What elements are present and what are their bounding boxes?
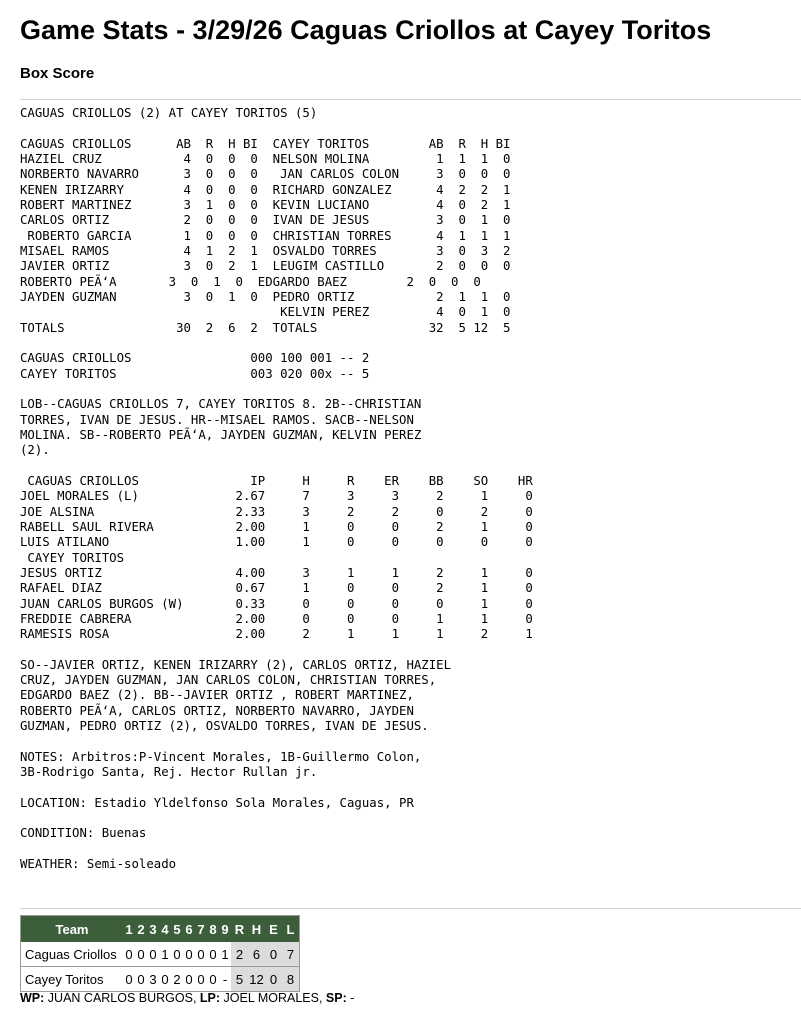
box-score-line: MISAEL RAMOS 4 1 2 1 OSVALDO TORRES 3 0 3 2 <box>20 243 511 258</box>
inning-score: 0 <box>183 967 195 992</box>
box-score-line: MOLINA. SB--ROBERTO PEÃ‘A, JAYDEN GUZMAN, KELVIN PEREZ <box>20 427 422 442</box>
hits-total: 12 <box>248 967 265 992</box>
winning-pitcher: JUAN CARLOS BURGOS <box>47 991 193 1005</box>
box-score-line: ROBERTO GARCIA 1 0 0 0 CHRISTIAN TORRES 4 1 1 1 <box>20 228 511 243</box>
box-score-line: ROBERTO PEÃ‘A, CARLOS ORTIZ, NORBERTO NAVARRO, JAYDEN <box>20 703 414 718</box>
box-score-line: CONDITION: Buenas <box>20 826 147 841</box>
inning-score: 0 <box>195 967 207 992</box>
lob-total: 7 <box>282 942 300 967</box>
line-score-header-row <box>21 916 300 943</box>
box-score-line: LOB--CAGUAS CRIOLLOS 7, CAYEY TORITOS 8. 2B--CHRISTIAN <box>20 397 422 412</box>
box-score-line: RAFAEL DIAZ 0.67 1 0 0 2 1 0 <box>20 581 533 596</box>
header-lob: L <box>282 916 300 943</box>
header-team: Team <box>21 916 124 943</box>
box-score-line: WEATHER: Semi-soleado <box>20 857 177 872</box>
box-score-text <box>20 106 533 872</box>
box-score-line: GUZMAN, PEDRO ORTIZ (2), OSVALDO TORRES, IVAN DE JESUS. <box>20 719 429 734</box>
inning-score: 0 <box>123 942 135 967</box>
box-score-line: JESUS ORTIZ 4.00 3 1 1 2 1 0 <box>20 565 533 580</box>
inning-score: 0 <box>135 967 147 992</box>
box-score-line: CAGUAS CRIOLLOS IP H R ER BB SO HR <box>20 473 533 488</box>
box-score-line: TORRES, IVAN DE JESUS. HR--MISAEL RAMOS. SACB--NELSON <box>20 412 414 427</box>
box-score-line: RABELL SAUL RIVERA 2.00 1 0 0 2 1 0 <box>20 519 533 534</box>
errors-total: 0 <box>265 967 282 992</box>
line-score-row-away <box>21 942 300 967</box>
inning-score: 1 <box>159 942 171 967</box>
sp-label: SP: <box>325 991 347 1005</box>
box-score-line: CAGUAS CRIOLLOS AB R H BI CAYEY TORITOS AB R H BI <box>20 136 511 151</box>
header-inning-3: 3 <box>147 916 159 943</box>
box-score-line: TOTALS 30 2 6 2 TOTALS 32 5 12 5 <box>20 320 511 335</box>
wp-label: WP: <box>20 991 45 1005</box>
box-score-line: LOCATION: Estadio Yldelfonso Sola Morales, Caguas, PR <box>20 795 414 810</box>
box-score-line: NORBERTO NAVARRO 3 0 0 0 JAN CARLOS COLON 3 0 0 0 <box>20 167 511 182</box>
save-pitcher: - <box>350 991 355 1005</box>
inning-score: 0 <box>171 942 183 967</box>
box-score-line: CAGUAS CRIOLLOS (2) AT CAYEY TORITOS (5) <box>20 106 318 120</box>
divider <box>20 99 801 100</box>
inning-score: 0 <box>135 942 147 967</box>
team-name: Cayey Toritos <box>21 967 124 992</box>
box-score-line: CARLOS ORTIZ 2 0 0 0 IVAN DE JESUS 3 0 1 0 <box>20 213 511 228</box>
box-score-heading: Box Score <box>20 65 95 82</box>
box-score-line: CAYEY TORITOS <box>20 550 125 565</box>
header-inning-7: 7 <box>195 916 207 943</box>
header-inning-9: 9 <box>219 916 231 943</box>
inning-score: 2 <box>171 967 183 992</box>
box-score-line: KENEN IRIZARRY 4 0 0 0 RICHARD GONZALEZ 4 2 2 1 <box>20 182 511 197</box>
errors-total: 0 <box>265 942 282 967</box>
lp-label: LP: <box>199 991 221 1005</box>
box-score-line: JAYDEN GUZMAN 3 0 1 0 PEDRO ORTIZ 2 1 1 0 <box>20 289 511 304</box>
page-title: Game Stats - 3/29/26 Caguas Criollos at Cayey Toritos <box>20 15 712 45</box>
runs-total: 2 <box>231 942 248 967</box>
header-errors: E <box>265 916 282 943</box>
box-score-line: ROBERT MARTINEZ 3 1 0 0 KEVIN LUCIANO 4 0 2 1 <box>20 197 511 212</box>
inning-score: 0 <box>207 942 219 967</box>
box-score-line: NOTES: Arbitros:P-Vincent Morales, 1B-Guillermo Colon, <box>20 749 422 764</box>
inning-score: 3 <box>147 967 159 992</box>
header-runs: R <box>231 916 248 943</box>
box-score-line: 3B-Rodrigo Santa, Rej. Hector Rullan jr. <box>20 765 318 780</box>
box-score-line: LUIS ATILANO 1.00 1 0 0 0 0 0 <box>20 535 533 550</box>
line-score-row-home <box>21 967 300 992</box>
box-score-line: JAVIER ORTIZ 3 0 2 1 LEUGIM CASTILLO 2 0 0 0 <box>20 259 511 274</box>
box-score-line: (2). <box>20 443 50 458</box>
header-hits: H <box>248 916 265 943</box>
box-score-line: JOE ALSINA 2.33 3 2 2 0 2 0 <box>20 504 533 519</box>
line-score-table <box>20 915 300 992</box>
header-inning-5: 5 <box>171 916 183 943</box>
header-inning-4: 4 <box>159 916 171 943</box>
divider <box>20 908 801 909</box>
inning-score: 0 <box>195 942 207 967</box>
box-score-line: EDGARDO BAEZ (2). BB--JAVIER ORTIZ , ROBERT MARTINEZ, <box>20 688 414 703</box>
box-score-line: JOEL MORALES (L) 2.67 7 3 3 2 1 0 <box>20 489 533 504</box>
inning-score: 1 <box>219 942 231 967</box>
header-inning-8: 8 <box>207 916 219 943</box>
box-score-line: HAZIEL CRUZ 4 0 0 0 NELSON MOLINA 1 1 1 0 <box>20 151 511 166</box>
lob-total: 8 <box>282 967 300 992</box>
losing-pitcher: JOEL MORALES <box>223 991 319 1005</box>
box-score-line: CAYEY TORITOS 003 020 00x -- 5 <box>20 366 370 381</box>
header-inning-1: 1 <box>123 916 135 943</box>
box-score-line: CRUZ, JAYDEN GUZMAN, JAN CARLOS COLON, CHRISTIAN TORRES, <box>20 673 437 688</box>
box-score-line: ROBERTO PEÃ‘A 3 0 1 0 EDGARDO BAEZ 2 0 0 0 <box>20 274 481 289</box>
team-name: Caguas Criollos <box>21 942 124 967</box>
inning-score: 0 <box>159 967 171 992</box>
header-inning-6: 6 <box>183 916 195 943</box>
box-score-line: FREDDIE CABRERA 2.00 0 0 0 1 1 0 <box>20 611 533 626</box>
box-score-line: JUAN CARLOS BURGOS (W) 0.33 0 0 0 0 1 0 <box>20 596 533 611</box>
inning-score: 0 <box>183 942 195 967</box>
hits-total: 6 <box>248 942 265 967</box>
box-score-line: RAMESIS ROSA 2.00 2 1 1 1 2 1 <box>20 627 533 642</box>
inning-score: - <box>219 967 231 992</box>
pitcher-decisions: WP: JUAN CARLOS BURGOS, LP: JOEL MORALES, SP: - <box>20 991 355 1005</box>
inning-score: 0 <box>147 942 159 967</box>
inning-score: 0 <box>123 967 135 992</box>
header-inning-2: 2 <box>135 916 147 943</box>
inning-score: 0 <box>207 967 219 992</box>
box-score-line: SO--JAVIER ORTIZ, KENEN IRIZARRY (2), CARLOS ORTIZ, HAZIEL <box>20 657 452 672</box>
runs-total: 5 <box>231 967 248 992</box>
box-score-line: CAGUAS CRIOLLOS 000 100 001 -- 2 <box>20 351 370 366</box>
box-score-line: KELVIN PEREZ 4 0 1 0 <box>20 305 511 320</box>
